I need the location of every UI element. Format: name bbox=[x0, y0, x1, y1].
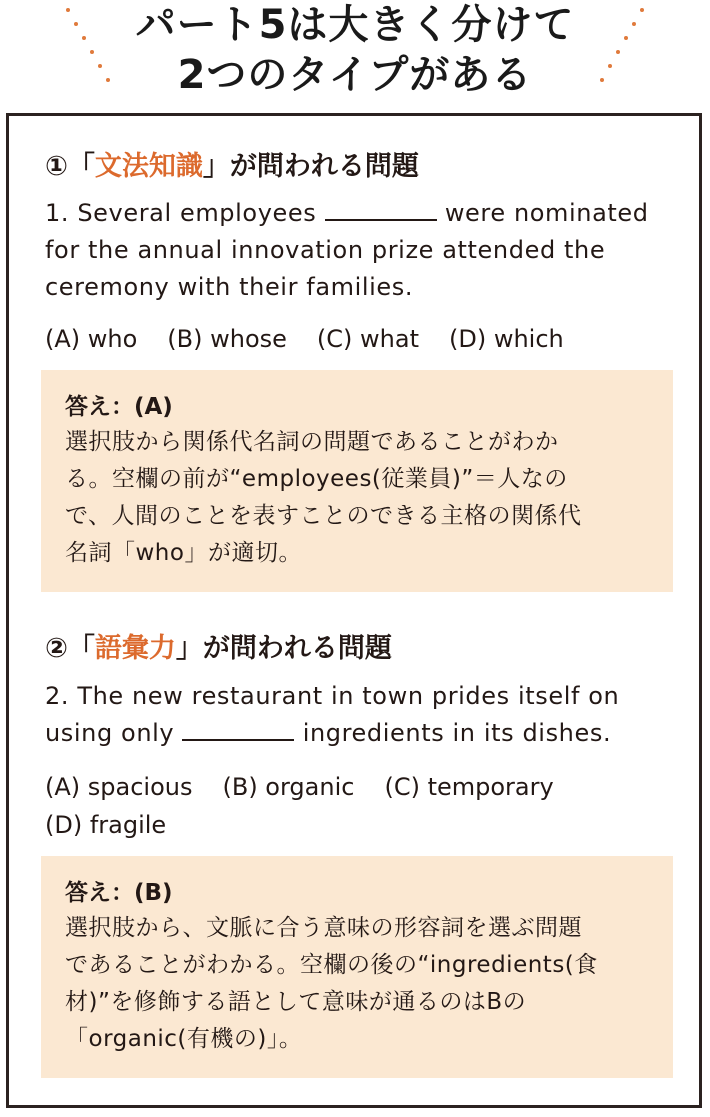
answer1-line: 名詞「who」が適切。 bbox=[65, 540, 302, 566]
choice-item: (B) organic bbox=[222, 773, 355, 801]
section2-choices bbox=[45, 768, 685, 844]
answer2-line: 選択肢から、文脈に合う意味の形容詞を選ぶ問題 bbox=[65, 915, 582, 941]
answer1-line: る。空欄の前が“employees(従業員)”＝人なの bbox=[65, 466, 568, 492]
section2-close-bracket: 」 bbox=[175, 633, 203, 664]
section1-number: ① bbox=[45, 151, 68, 182]
section2-number: ② bbox=[45, 633, 68, 664]
answer2-line: 材)”を修飾する語として意味が通るのはBの bbox=[65, 989, 527, 1015]
choice-item: (A) who bbox=[45, 325, 138, 353]
section2-heading bbox=[45, 632, 392, 666]
section2-open-bracket: 「 bbox=[67, 633, 95, 664]
choice-item: (C) temporary bbox=[384, 773, 554, 801]
section1-highlight: 文法知識 bbox=[94, 151, 203, 182]
question2-blank bbox=[182, 717, 294, 741]
choice-item: (B) whose bbox=[167, 325, 287, 353]
section1-choices bbox=[45, 320, 685, 358]
header bbox=[0, 0, 710, 112]
answer1-label: 答え：(A) bbox=[65, 394, 173, 420]
answer1-line: 選択肢から関係代名詞の問題であることがわか bbox=[65, 429, 559, 455]
answer1-line: で、人間のことを表すことのできる主格の関係代 bbox=[65, 503, 582, 529]
question1-before-blank: 1. Several employees bbox=[45, 199, 317, 227]
question2-after-blank: ingredients in its dishes. bbox=[302, 719, 612, 747]
page-title-line1: パート5は大きく分けて bbox=[135, 2, 575, 48]
section2-answer-box bbox=[41, 856, 673, 1078]
question1-after-blank: were nominated for the annual innovation prize attended the ceremony with their families. bbox=[45, 199, 649, 301]
question1-blank bbox=[325, 197, 437, 221]
page-title-line2: 2つのタイプがある bbox=[177, 52, 533, 98]
section1-open-bracket: 「 bbox=[67, 151, 95, 182]
section2-highlight: 語彙力 bbox=[94, 633, 176, 664]
answer2-line: 「organic(有機の)」。 bbox=[65, 1026, 303, 1052]
section1-question bbox=[45, 195, 675, 306]
section2-question bbox=[45, 678, 675, 752]
question2-line1: 2. The new restaurant in town prides itself on bbox=[45, 682, 620, 710]
choice-item: (D) which bbox=[449, 325, 564, 353]
section1-heading bbox=[45, 150, 419, 184]
answer2-line: であることがわかる。空欄の後の“ingredients(食 bbox=[65, 952, 598, 978]
choice-item: (C) what bbox=[316, 325, 419, 353]
section2-heading-rest: が問われる問題 bbox=[202, 633, 392, 664]
choice-item: (D) fragile bbox=[45, 811, 167, 839]
section1-close-bracket: 」 bbox=[202, 151, 230, 182]
content-frame bbox=[6, 113, 702, 1108]
choice-item: (A) spacious bbox=[45, 773, 193, 801]
section1-answer-box bbox=[41, 370, 673, 592]
question2-before-blank: using only bbox=[45, 719, 175, 747]
section1-heading-rest: が問われる問題 bbox=[229, 151, 419, 182]
answer2-label: 答え：(B) bbox=[65, 880, 173, 906]
